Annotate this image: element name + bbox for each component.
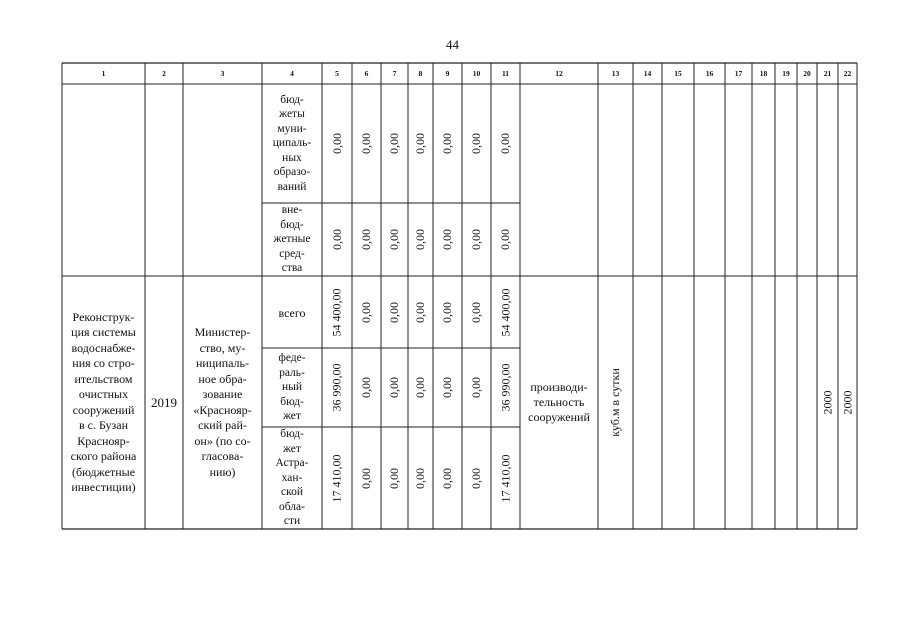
header-col-22: 22 — [843, 68, 852, 78]
header-col-3: 3 — [220, 68, 225, 78]
header-col-1: 1 — [101, 68, 106, 78]
header-col-8: 8 — [418, 68, 423, 78]
value-cell: 54 400,00 — [498, 288, 512, 336]
header-col-9: 9 — [445, 68, 450, 78]
value-cell: 0,00 — [413, 301, 427, 323]
value-cell: 0,00 — [329, 229, 344, 250]
value-cell: 17 410,00 — [329, 454, 344, 502]
header-col-2: 2 — [162, 68, 166, 78]
funding-source-extrabudgetary: вне- бюд- жетные сред- ства — [273, 204, 311, 275]
value-cell: 0,00 — [387, 133, 401, 154]
value-cell: 36 990,00 — [329, 363, 344, 412]
project-year: 2019 — [151, 395, 177, 410]
value-cell: 0,00 — [440, 467, 454, 489]
header-col-4: 4 — [290, 68, 294, 78]
header-col-18: 18 — [759, 68, 768, 78]
value-cell: 0,00 — [387, 377, 401, 398]
value-cell: 0,00 — [359, 377, 373, 398]
value-cell: 0,00 — [440, 133, 454, 154]
value-cell: 0,00 — [329, 133, 344, 154]
value-cell: 0,00 — [498, 133, 512, 154]
funding-source-regional: бюд- жет Астра- хан- ской обла- сти — [275, 428, 309, 528]
unit-of-measure: куб.м в сутки — [608, 368, 622, 437]
value-cell: 0,00 — [469, 229, 483, 250]
value-cell: 0,00 — [498, 229, 512, 250]
header-col-12: 12 — [555, 68, 563, 78]
col21-value: 2000 — [820, 390, 834, 415]
value-cell: 0,00 — [440, 229, 454, 250]
col22-value: 2000 — [840, 390, 854, 415]
funding-source-federal: феде- раль- ный бюд- жет — [278, 352, 306, 423]
value-cell: 0,00 — [469, 301, 483, 323]
header-col-17: 17 — [734, 68, 743, 78]
header-col-20: 20 — [803, 68, 811, 78]
header-col-16: 16 — [705, 68, 714, 78]
header-col-14: 14 — [643, 68, 652, 78]
header-col-19: 19 — [782, 68, 790, 78]
value-cell: 17 410,00 — [498, 454, 512, 502]
header-col-5: 5 — [335, 68, 339, 78]
value-cell: 54 400,00 — [329, 288, 344, 336]
funding-source-total: всего — [278, 306, 306, 320]
value-cell: 0,00 — [359, 467, 373, 489]
project-executor: Министер- ство, му- ниципаль- ное обра- зование «Краснояр- ский рай- он» (по со- гласова- нию) — [193, 325, 252, 479]
value-cell: 0,00 — [359, 301, 373, 323]
value-cell: 0,00 — [387, 229, 401, 250]
header-col-6: 6 — [364, 68, 369, 78]
value-cell: 0,00 — [413, 229, 427, 250]
value-cell: 0,00 — [359, 229, 373, 250]
project-name: Реконструк- ция системы водоснабже- ния со стро- ительством очистных сооружений в с. Бузан Краснояр- ского района (бюджетные инвестиции) — [70, 309, 137, 494]
header-col-15: 15 — [674, 68, 682, 78]
header-col-11: 11 — [501, 68, 510, 78]
value-cell: 0,00 — [469, 377, 483, 398]
value-cell: 0,00 — [359, 133, 373, 154]
header-col-13: 13 — [611, 68, 620, 78]
value-cell: 0,00 — [440, 377, 454, 398]
value-cell: 0,00 — [413, 377, 427, 398]
value-cell: 0,00 — [413, 467, 427, 489]
value-cell: 0,00 — [440, 301, 454, 323]
page-number: 44 — [446, 37, 459, 52]
header-col-21: 21 — [823, 68, 832, 78]
funding-source-municipal: бюд- жеты муни- ципаль- ных образо- ваний — [272, 93, 312, 193]
value-cell: 36 990,00 — [498, 363, 512, 412]
value-cell: 0,00 — [469, 133, 483, 154]
value-cell: 0,00 — [387, 301, 401, 323]
header-col-10: 10 — [472, 68, 481, 78]
value-cell: 0,00 — [469, 467, 483, 489]
value-cell: 0,00 — [387, 467, 401, 489]
value-cell: 0,00 — [413, 133, 427, 154]
header-col-7: 7 — [392, 68, 397, 78]
indicator-name: производи- тельность сооружений — [528, 380, 590, 424]
